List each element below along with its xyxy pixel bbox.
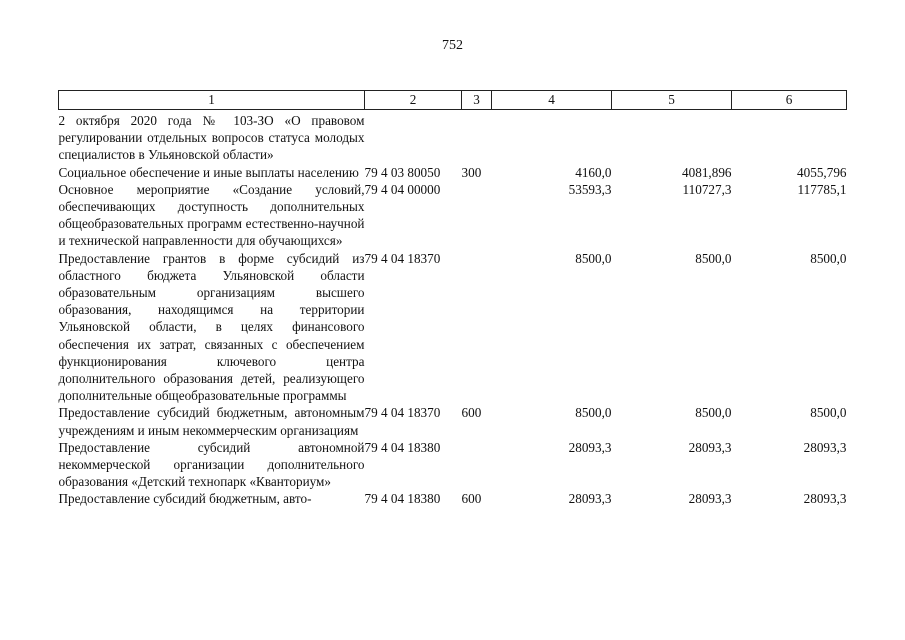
- row-name: 2 октября 2020 года № 103-ЗО «О правовом регулировании отдельных вопросов статуса молодых специалистов в Ульяновской области»: [58, 113, 365, 163]
- row-code: [365, 110, 462, 164]
- row-value-col4: 8500,0: [575, 250, 612, 266]
- row-value-col4: 4160,0: [575, 164, 612, 180]
- row-value-col4: [492, 110, 612, 164]
- table-row: [59, 164, 847, 181]
- row-value-col6: 4055,796: [797, 164, 847, 180]
- row-code: 79 4 03 80050: [364, 164, 441, 180]
- row-name: Основное мероприятие «Создание условий, обеспечивающих доступность дополнительных общеобразовательных программ естественно-научной и технической направленности для обучающихся»: [58, 181, 365, 249]
- row-name: Предоставление субсидий бюджетным, автономным учреждениям и иным некоммерческим организациям: [58, 405, 365, 438]
- header-col-1: 1: [59, 91, 365, 110]
- row-expense-type: 300: [461, 164, 482, 180]
- row-value-col6: 28093,3: [803, 439, 847, 455]
- row-value-col6: 8500,0: [810, 250, 847, 266]
- table-row: [59, 250, 847, 405]
- row-expense-type: 600: [461, 491, 482, 507]
- row-name: Предоставление субсидий автономной некоммерческой организации дополнительного образования «Детский технопарк «Кванториум»: [58, 439, 365, 490]
- header-col-6: 6: [732, 91, 847, 110]
- row-value-col6: 117785,1: [797, 181, 847, 197]
- row-code: 79 4 04 18370: [364, 250, 441, 266]
- header-row: [59, 91, 847, 110]
- budget-table: [58, 90, 847, 508]
- row-value-col5: 8500,0: [695, 250, 732, 266]
- row-expense-type: [462, 110, 492, 164]
- row-value-col5: 4081,896: [682, 164, 732, 180]
- row-value-col4: 53593,3: [568, 181, 612, 197]
- header-col-5: 5: [612, 91, 732, 110]
- row-name: Предоставление субсидий бюджетным, авто-: [58, 491, 312, 507]
- row-code: 79 4 04 18380: [364, 491, 441, 507]
- table-row: [59, 110, 847, 164]
- row-code: 79 4 04 18380: [364, 439, 441, 455]
- table-row: [59, 490, 847, 507]
- row-expense-type: 600: [461, 405, 482, 421]
- row-value-col6: [732, 110, 847, 164]
- row-value-col4: 8500,0: [575, 405, 612, 421]
- row-code: 79 4 04 18370: [364, 405, 441, 421]
- row-value-col5: 28093,3: [688, 491, 732, 507]
- row-name: Социальное обеспечение и иные выплаты населению: [58, 164, 359, 180]
- table-row: [59, 404, 847, 438]
- row-value-col6: 28093,3: [803, 491, 847, 507]
- row-value-col5: 8500,0: [695, 405, 732, 421]
- row-expense-type: [462, 181, 492, 250]
- table-row: [59, 181, 847, 250]
- header-col-2: 2: [365, 91, 462, 110]
- row-value-col6: 8500,0: [810, 405, 847, 421]
- header-col-3: 3: [462, 91, 492, 110]
- row-value-col4: 28093,3: [568, 439, 612, 455]
- row-name: Предоставление грантов в форме субсидий из областного бюджета Ульяновской области образовательным организациям высшего образования, находящимся на территории Ульяновской области, в целях финансового обеспечения их затрат, связанных с обеспечением функционирования ключевого центра дополнительного образования детей, реализующего дополнительные общеобразовательные программы: [58, 250, 365, 404]
- row-value-col5: 110727,3: [682, 181, 732, 197]
- row-value-col4: 28093,3: [568, 491, 612, 507]
- row-code: 79 4 04 00000: [364, 181, 441, 197]
- table-row: [59, 439, 847, 491]
- row-value-col5: 28093,3: [688, 439, 732, 455]
- row-expense-type: [462, 439, 492, 491]
- row-expense-type: [462, 250, 492, 405]
- row-value-col5: [612, 110, 732, 164]
- page-number: 752: [442, 38, 463, 53]
- header-col-4: 4: [492, 91, 612, 110]
